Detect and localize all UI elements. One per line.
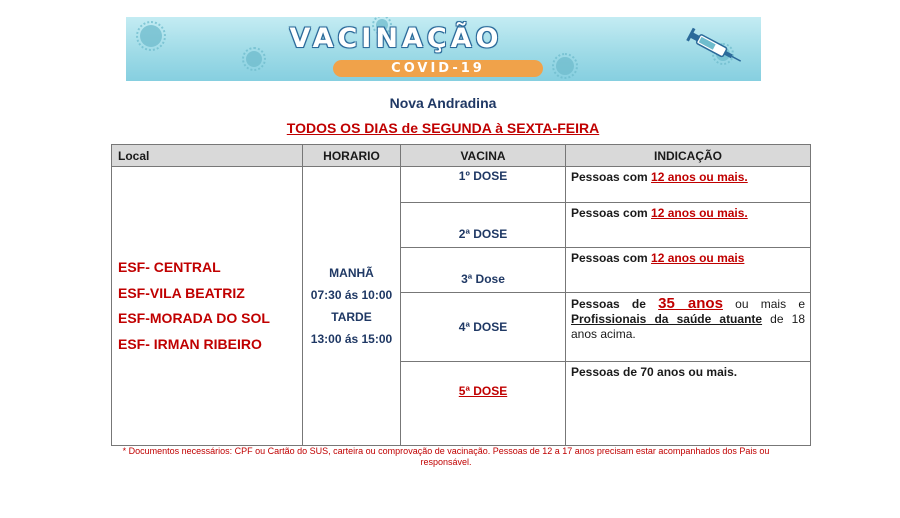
morning-time: 07:30 ás 10:00 <box>310 288 393 302</box>
header-horario: HORARIO <box>303 145 401 167</box>
morning-label: MANHÃ <box>329 266 374 280</box>
indication-text: Pessoas com <box>571 251 652 265</box>
header-indicacao: INDICAÇÃO <box>566 145 811 167</box>
banner-subtitle: COVID-19 <box>333 60 543 77</box>
indication-highlight: 35 anos <box>658 295 723 312</box>
locations-cell <box>112 167 303 446</box>
indication-1 <box>566 167 811 203</box>
indication-highlight: 12 anos ou mais. <box>651 170 748 184</box>
indication-text: Pessoas com <box>571 170 652 184</box>
city-title: Nova Andradina <box>389 95 497 111</box>
indication-highlight: Profissionais da saúde atuante <box>571 312 763 326</box>
indication-4 <box>566 293 811 362</box>
indication-text: ou mais e <box>722 297 805 311</box>
table-row <box>112 167 811 203</box>
header-local: Local <box>112 145 303 167</box>
indication-2 <box>566 203 811 248</box>
footnote: * Documentos necessários: CPF ou Cartão do SUS, carteira ou comprovação de vacinação. Pessoas de 12 a 17 anos precisam estar acompanhados dos Pais ou responsável. <box>122 446 770 467</box>
syringe-icon <box>686 25 746 71</box>
header-vacina: VACINA <box>401 145 566 167</box>
indication-text: Pessoas com <box>571 206 652 220</box>
indication-5 <box>566 362 811 446</box>
schedule-days: TODOS OS DIAS de SEGUNDA à SEXTA-FEIRA <box>286 120 600 136</box>
virus-decoration-icon <box>556 57 574 75</box>
indication-text: Pessoas de <box>571 297 659 311</box>
table-header-row <box>112 145 811 167</box>
indication-text: Pessoas de 70 anos ou mais. <box>571 365 738 379</box>
indication-3 <box>566 248 811 293</box>
horario-cell <box>303 167 401 446</box>
dose-1: 1º DOSE <box>401 167 566 203</box>
location-item: ESF- CENTRAL <box>118 259 221 275</box>
location-item: ESF-MORADA DO SOL <box>118 310 270 326</box>
afternoon-label: TARDE <box>331 310 372 324</box>
location-item: ESF-VILA BEATRIZ <box>118 284 245 301</box>
indication-highlight: 12 anos ou mais. <box>651 206 748 220</box>
location-item: ESF- IRMAN RIBEIRO <box>118 335 262 352</box>
banner-title: VACINAÇÃO <box>289 23 503 54</box>
vaccination-banner <box>126 17 761 81</box>
afternoon-time: 13:00 ás 15:00 <box>310 332 393 346</box>
dose-2: 2ª DOSE <box>401 203 566 248</box>
dose-5: 5ª DOSE <box>401 362 566 446</box>
vaccination-schedule-table <box>111 144 811 446</box>
dose-4: 4ª DOSE <box>401 293 566 362</box>
indication-highlight: 12 anos ou mais <box>651 251 745 265</box>
dose-3: 3ª Dose <box>401 248 566 293</box>
indication-text: de 18 anos acima. <box>571 312 805 341</box>
